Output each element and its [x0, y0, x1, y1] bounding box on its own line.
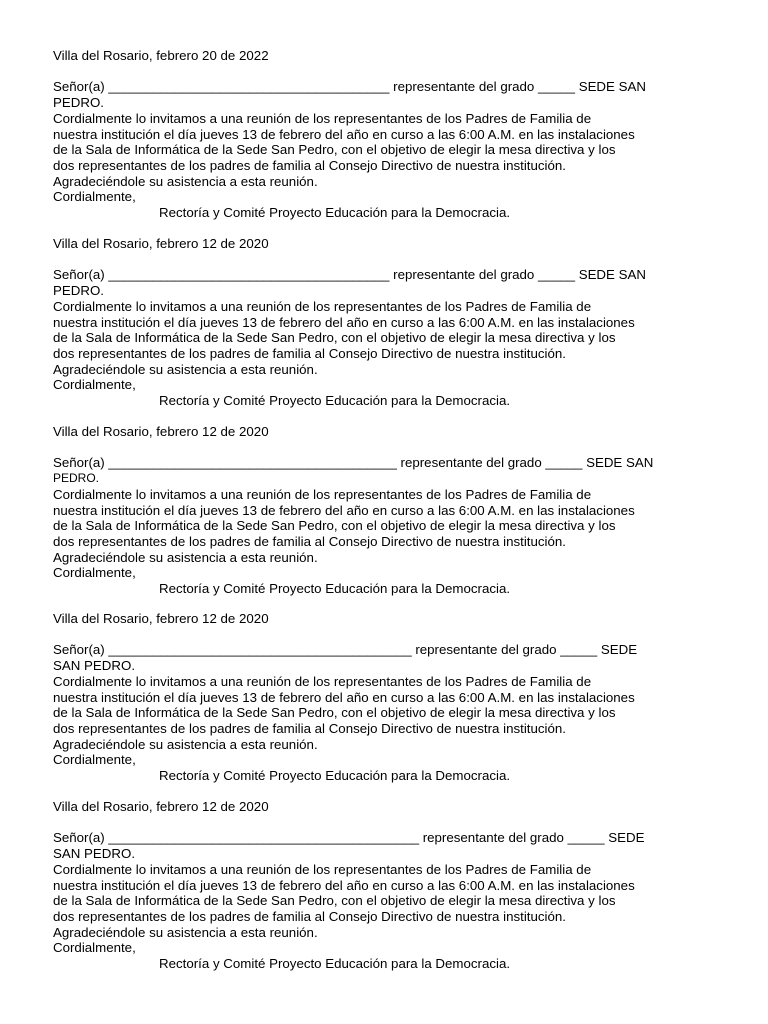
body-line: dos representantes de los padres de familia al Consejo Directivo de nuestra institución.	[53, 345, 566, 361]
body-line: dos representantes de los padres de familia al Consejo Directivo de nuestra institución.	[53, 908, 566, 924]
body-line: Agradeciéndole su asistencia a esta reunión.	[53, 736, 318, 752]
addressee-line-continued: SAN PEDRO.	[53, 846, 136, 862]
body-line: nuestra institución el día jueves 13 de febrero del año en curso a las 6:00 A.M. en las instalaciones	[53, 314, 635, 330]
addressee-line: Señor(a) _______________________________________ representante del grado _____ SEDE SAN	[53, 455, 654, 471]
body-line: nuestra institución el día jueves 13 de febrero del año en curso a las 6:00 A.M. en las instalaciones	[53, 877, 635, 893]
body-line: de la Sala de Informática de la Sede San Pedro, con el objetivo de elegir la mesa directiva y los	[53, 518, 616, 534]
body-line: Cordialmente lo invitamos a una reunión de los representantes de los Padres de Familia de	[53, 110, 592, 126]
body-line: Agradeciéndole su asistencia a esta reunión.	[53, 549, 318, 565]
invitation-notice	[53, 236, 733, 409]
body-line: dos representantes de los padres de familia al Consejo Directivo de nuestra institución.	[53, 720, 566, 736]
signature: Rectoría y Comité Proyecto Educación para la Democracia.	[159, 393, 511, 409]
body-line: dos representantes de los padres de familia al Consejo Directivo de nuestra institución.	[53, 157, 566, 173]
notice-body	[53, 674, 733, 753]
body-line: Agradeciéndole su asistencia a esta reunión.	[53, 361, 318, 377]
body-line: Agradeciéndole su asistencia a esta reunión.	[53, 173, 318, 189]
body-line: Cordialmente lo invitamos a una reunión de los representantes de los Padres de Familia de	[53, 673, 592, 689]
addressee-line-continued: PEDRO.	[53, 471, 100, 486]
body-line: Cordialmente lo invitamos a una reunión de los representantes de los Padres de Familia de	[53, 298, 592, 314]
invitation-notice	[53, 611, 733, 784]
closing: Cordialmente,	[53, 752, 136, 768]
addressee-line: Señor(a) ______________________________________ representante del grado _____ SEDE SAN	[53, 79, 646, 95]
signature: Rectoría y Comité Proyecto Educación para la Democracia.	[159, 581, 511, 597]
closing: Cordialmente,	[53, 565, 136, 581]
notice-body	[53, 111, 733, 190]
notice-date: Villa del Rosario, febrero 12 de 2020	[53, 611, 269, 626]
invitation-notice	[53, 48, 733, 221]
body-line: nuestra institución el día jueves 13 de febrero del año en curso a las 6:00 A.M. en las instalaciones	[53, 126, 635, 142]
notice-date: Villa del Rosario, febrero 12 de 2020	[53, 424, 269, 439]
notice-body	[53, 299, 733, 378]
signature: Rectoría y Comité Proyecto Educación para la Democracia.	[159, 956, 511, 972]
body-line: Agradeciéndole su asistencia a esta reunión.	[53, 924, 318, 940]
body-line: de la Sala de Informática de la Sede San Pedro, con el objetivo de elegir la mesa directiva y los	[53, 142, 616, 158]
addressee-block	[53, 642, 733, 673]
invitation-notice	[53, 799, 733, 972]
notice-body	[53, 487, 733, 566]
body-line: dos representantes de los padres de familia al Consejo Directivo de nuestra institución.	[53, 533, 566, 549]
addressee-line: Señor(a) _________________________________________ representante del grado _____ SEDE	[53, 642, 638, 658]
body-line: de la Sala de Informática de la Sede San Pedro, con el objetivo de elegir la mesa directiva y los	[53, 330, 616, 346]
body-line: de la Sala de Informática de la Sede San Pedro, con el objetivo de elegir la mesa directiva y los	[53, 893, 616, 909]
addressee-line-continued: PEDRO.	[53, 95, 104, 111]
signature: Rectoría y Comité Proyecto Educación para la Democracia.	[159, 205, 511, 221]
notice-date: Villa del Rosario, febrero 20 de 2022	[53, 48, 269, 63]
notice-date: Villa del Rosario, febrero 12 de 2020	[53, 799, 269, 814]
addressee-line-continued: SAN PEDRO.	[53, 658, 136, 674]
addressee-block	[53, 830, 733, 861]
body-line: Cordialmente lo invitamos a una reunión de los representantes de los Padres de Familia de	[53, 486, 592, 502]
addressee-block	[53, 79, 733, 110]
addressee-block	[53, 455, 733, 486]
notice-date: Villa del Rosario, febrero 12 de 2020	[53, 236, 269, 251]
body-line: nuestra institución el día jueves 13 de febrero del año en curso a las 6:00 A.M. en las instalaciones	[53, 689, 635, 705]
closing: Cordialmente,	[53, 940, 136, 956]
notice-body	[53, 862, 733, 941]
invitation-notice	[53, 424, 733, 597]
addressee-block	[53, 267, 733, 298]
body-line: de la Sala de Informática de la Sede San Pedro, con el objetivo de elegir la mesa directiva y los	[53, 705, 616, 721]
body-line: Cordialmente lo invitamos a una reunión de los representantes de los Padres de Familia de	[53, 861, 592, 877]
closing: Cordialmente,	[53, 377, 136, 393]
addressee-line-continued: PEDRO.	[53, 283, 104, 299]
closing: Cordialmente,	[53, 189, 136, 205]
signature: Rectoría y Comité Proyecto Educación para la Democracia.	[159, 768, 511, 784]
body-line: nuestra institución el día jueves 13 de febrero del año en curso a las 6:00 A.M. en las instalaciones	[53, 502, 635, 518]
addressee-line: Señor(a) __________________________________________ representante del grado _____ SEDE	[53, 830, 645, 846]
addressee-line: Señor(a) ______________________________________ representante del grado _____ SEDE SAN	[53, 267, 646, 283]
